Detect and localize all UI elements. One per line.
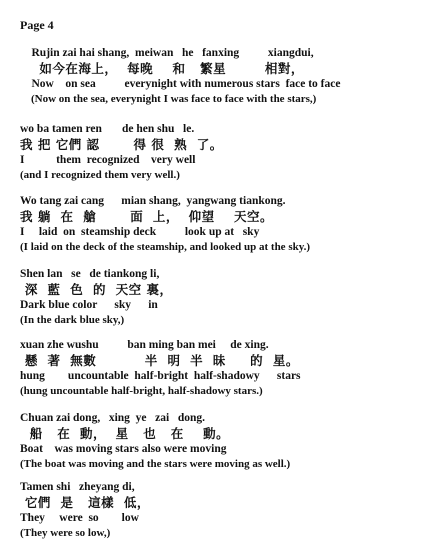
translation-line: (Now on the sea, everynight I was face to face with the stars,) xyxy=(20,93,317,105)
chinese-line: 深 藍 色 的 天空 裏， xyxy=(20,282,173,297)
english-line: I laid on steamship deck look up at sky xyxy=(20,226,260,238)
page-label: Page 4 xyxy=(20,18,54,32)
pinyin-line: Chuan zai dong, xing ye zai dong. xyxy=(20,412,205,424)
pinyin-line: Wo tang zai cang mian shang, yangwang tiankong. xyxy=(20,195,286,207)
chinese-line: 如今在海上， 每晚 和 繁星 相對， xyxy=(20,61,304,76)
translation-line: (and I recognized them very well.) xyxy=(20,169,180,181)
english-line: Now on sea everynight with numerous stars face to face xyxy=(20,78,341,90)
chinese-line: 船 在 動， 星 也 在 動。 xyxy=(20,426,230,441)
english-line: I them recognized very well xyxy=(20,154,196,166)
english-line: hung uncountable half-bright half-shadowy stars xyxy=(20,370,301,382)
translation-line: (The boat was moving and the stars were moving as well.) xyxy=(20,458,291,470)
pinyin-line: Rujin zai hai shang, meiwan he fanxing xiangdui, xyxy=(20,47,314,59)
translation-line: (I laid on the deck of the steamship, and looked up at the sky.) xyxy=(20,241,311,253)
english-line: They were so low xyxy=(20,512,139,524)
chinese-line: 我 把 它們 認 得 很 熟 了。 xyxy=(20,137,223,152)
pinyin-line: Shen lan se de tiankong li, xyxy=(20,268,160,280)
pinyin-line: wo ba tamen ren de hen shu le. xyxy=(20,123,195,135)
english-line: Dark blue color sky in xyxy=(20,299,158,311)
chinese-line: 它們 是 這樣 低， xyxy=(20,495,150,510)
pinyin-line: xuan zhe wushu ban ming ban mei de xing. xyxy=(20,339,269,351)
translation-line: (hung uncountable half-bright, half-shadowy stars.) xyxy=(20,385,263,397)
pinyin-line: Tamen shi zheyang di, xyxy=(20,481,135,493)
translation-line: (In the dark blue sky,) xyxy=(20,314,125,326)
chinese-line: 懸 著 無數 半 明 半 昧 的 星。 xyxy=(20,353,299,368)
chinese-line: 我 躺 在 艙 面 上， 仰望 天空。 xyxy=(20,209,274,224)
english-line: Boat was moving stars also were moving xyxy=(20,443,227,455)
translation-line: (They were so low,) xyxy=(20,527,111,539)
